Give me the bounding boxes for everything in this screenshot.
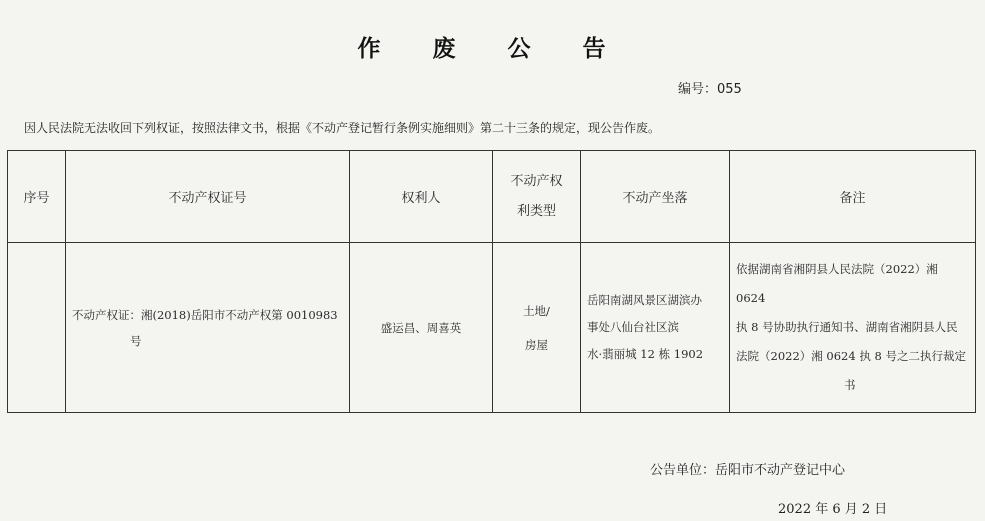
issuing-organization: 公告单位：岳阳市不动产登记中心 (650, 463, 846, 478)
header-holder: 权利人 (350, 151, 493, 243)
document-number: 编号：055 (678, 82, 742, 97)
header-right-type (493, 151, 581, 243)
header-right-type-line2: 利类型 (516, 203, 556, 219)
notice-intro: 因人民法院无法收回下列权证，按照法律文书，根据《不动产登记暂行条例实施细则》第二十三条的规定，现公告作废。 (24, 121, 661, 135)
location-line2: 事处八仙台社区滨 (587, 320, 679, 334)
table-row (8, 243, 976, 413)
right-type-line1: 土地/ (523, 303, 550, 318)
cell-right-type (493, 243, 581, 413)
remarks-line1: 依据湖南省湘阴县人民法院（2022）湘 0624 (736, 262, 938, 305)
table-header-row (8, 151, 976, 243)
cert-no-suffix: 号 (130, 333, 142, 348)
remarks-line3: 法院（2022）湘 0624 执 8 号之二执行裁定 (736, 349, 966, 363)
cert-no-text: 不动产权证：湘(2018)岳阳市不动产权第 0010983 (72, 307, 338, 322)
header-remarks: 备注 (730, 151, 976, 243)
notice-title: 作 废 公 告 (357, 36, 628, 62)
remarks-line2: 执 8 号协助执行通知书、湖南省湘阴县人民 (736, 320, 958, 334)
cell-location (581, 243, 730, 413)
cell-holder: 盛运昌、周喜英 (350, 243, 493, 413)
issue-date: 2022 年 6 月 2 日 (778, 502, 888, 517)
location-line1: 岳阳南湖风景区湖滨办 (587, 293, 702, 307)
header-right-type-line1: 不动产权 (510, 173, 563, 189)
header-cert-no: 不动产权证号 (66, 151, 350, 243)
remarks-line4: 书 (844, 378, 856, 392)
header-seq: 序号 (8, 151, 66, 243)
right-type-line2: 房屋 (525, 337, 548, 352)
voided-certificates-table (7, 150, 976, 413)
cell-seq (8, 243, 66, 413)
cell-remarks (730, 243, 976, 413)
cell-cert-no (66, 243, 350, 413)
location-line3: 水·翡丽城 12 栋 1902 (587, 347, 704, 361)
header-location: 不动产坐落 (581, 151, 730, 243)
